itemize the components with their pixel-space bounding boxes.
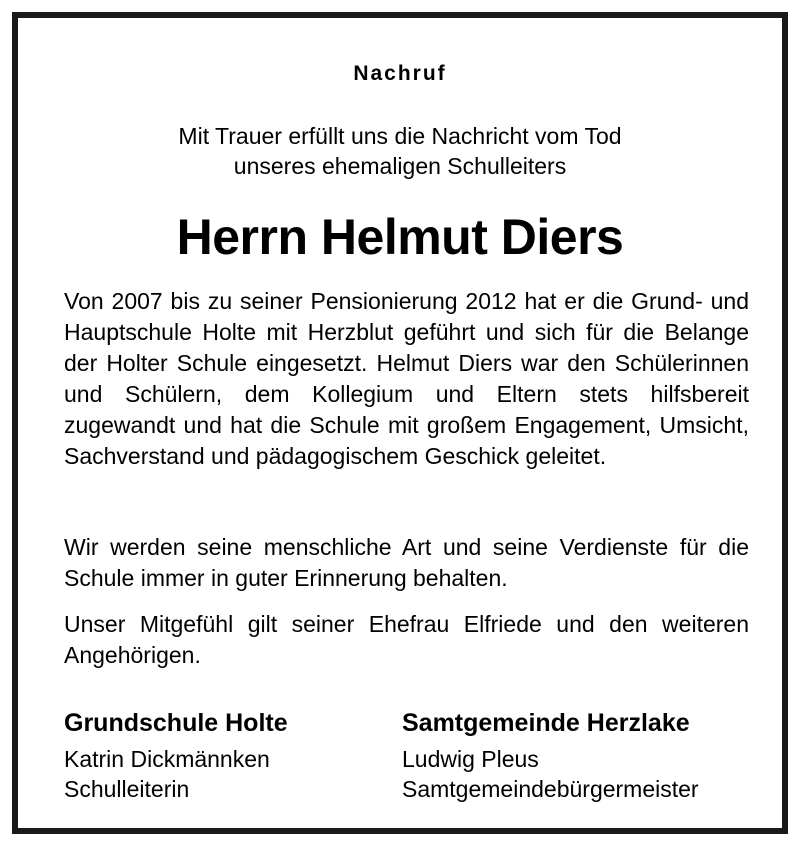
obituary-heading: Nachruf — [353, 62, 447, 85]
signer-role: Schulleiterin — [64, 776, 190, 802]
intro-text — [18, 121, 782, 181]
body-paragraph-3: Unser Mitgefühl gilt seiner Ehefrau Elfriede und den weiteren Angehörigen. — [64, 611, 749, 668]
signer-person: Ludwig Pleus — [402, 746, 539, 772]
intro-line-1: Mit Trauer erfüllt uns die Nachricht vom Tod — [178, 123, 622, 149]
body-paragraph-2: Wir werden seine menschliche Art und seine Verdienste für die Schule immer in guter Erinnerung behalten. — [64, 534, 749, 591]
signer-municipality — [402, 708, 699, 804]
signer-organization: Grundschule Holte — [64, 709, 288, 737]
obituary-frame — [12, 12, 788, 834]
signer-organization: Samtgemeinde Herzlake — [402, 709, 690, 737]
body-paragraph-1: Von 2007 bis zu seiner Pensionierung 2012 hat er die Grund- und Hauptschule Holte mit Herzblut geführt und sich für die Belange der Holter Schule eingesetzt. Helmut Diers war den Schülerinnen und Schülern, dem Kollegium und Eltern stets hilfsbereit zugewandt und hat die Schule mit großem Engagement, Umsicht, Sachverstand und pädagogischem Geschick geleitet. — [64, 288, 749, 469]
signer-role: Samtgemeindebürgermeister — [402, 776, 699, 802]
deceased-name: Herrn Helmut Diers — [176, 209, 624, 265]
intro-line-2: unseres ehemaligen Schulleiters — [233, 153, 567, 179]
signer-person: Katrin Dickmännken — [64, 746, 270, 772]
signer-school — [64, 708, 288, 804]
